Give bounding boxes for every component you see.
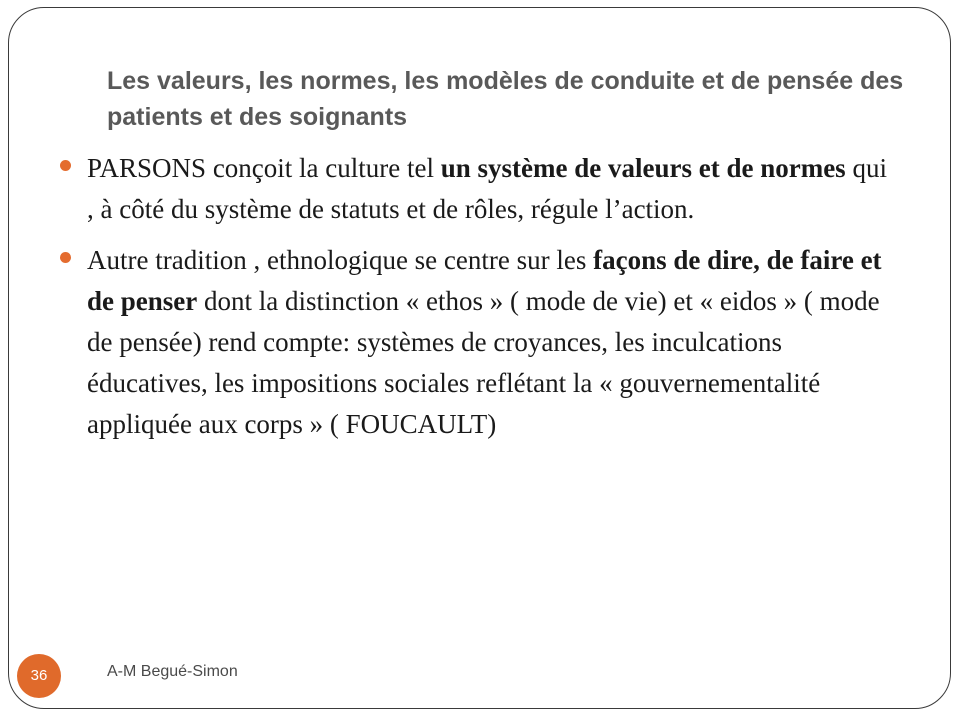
slide-title: Les valeurs, les normes, les modèles de conduite et de pensée des patients et des soignants xyxy=(107,67,904,131)
bullet-text-segment: Autre tradition , ethnologique se centre sur les xyxy=(87,245,594,275)
footer-author: A-M Begué-Simon xyxy=(107,663,238,680)
bullet-text-bold-segment: un système de valeurs et de normes xyxy=(440,153,846,183)
bullet-text-bold-segment: façons de dire, de faire et de penser xyxy=(87,245,882,316)
page-number-badge: 36 xyxy=(17,654,61,698)
bullet-item xyxy=(60,148,900,230)
bullet-item xyxy=(60,240,900,445)
bullet-list xyxy=(60,148,900,455)
bullet-text-segment: dont la distinction « ethos » ( mode de vie) et « eidos » ( mode de pensée) rend compte: systèmes de croyances, les inculcations éducatives, les impositions sociales reflétant la « gouvernementalité appliquée aux corps » ( FOUCAULT) xyxy=(87,286,880,439)
bullet-dot-icon xyxy=(60,252,71,263)
bullet-dot-icon xyxy=(60,160,71,171)
bullet-text-segment: PARSONS conçoit la culture tel xyxy=(87,153,441,183)
bullet-text-segment: qui , à côté du système de statuts et de rôles, régule l’action. xyxy=(87,153,887,224)
